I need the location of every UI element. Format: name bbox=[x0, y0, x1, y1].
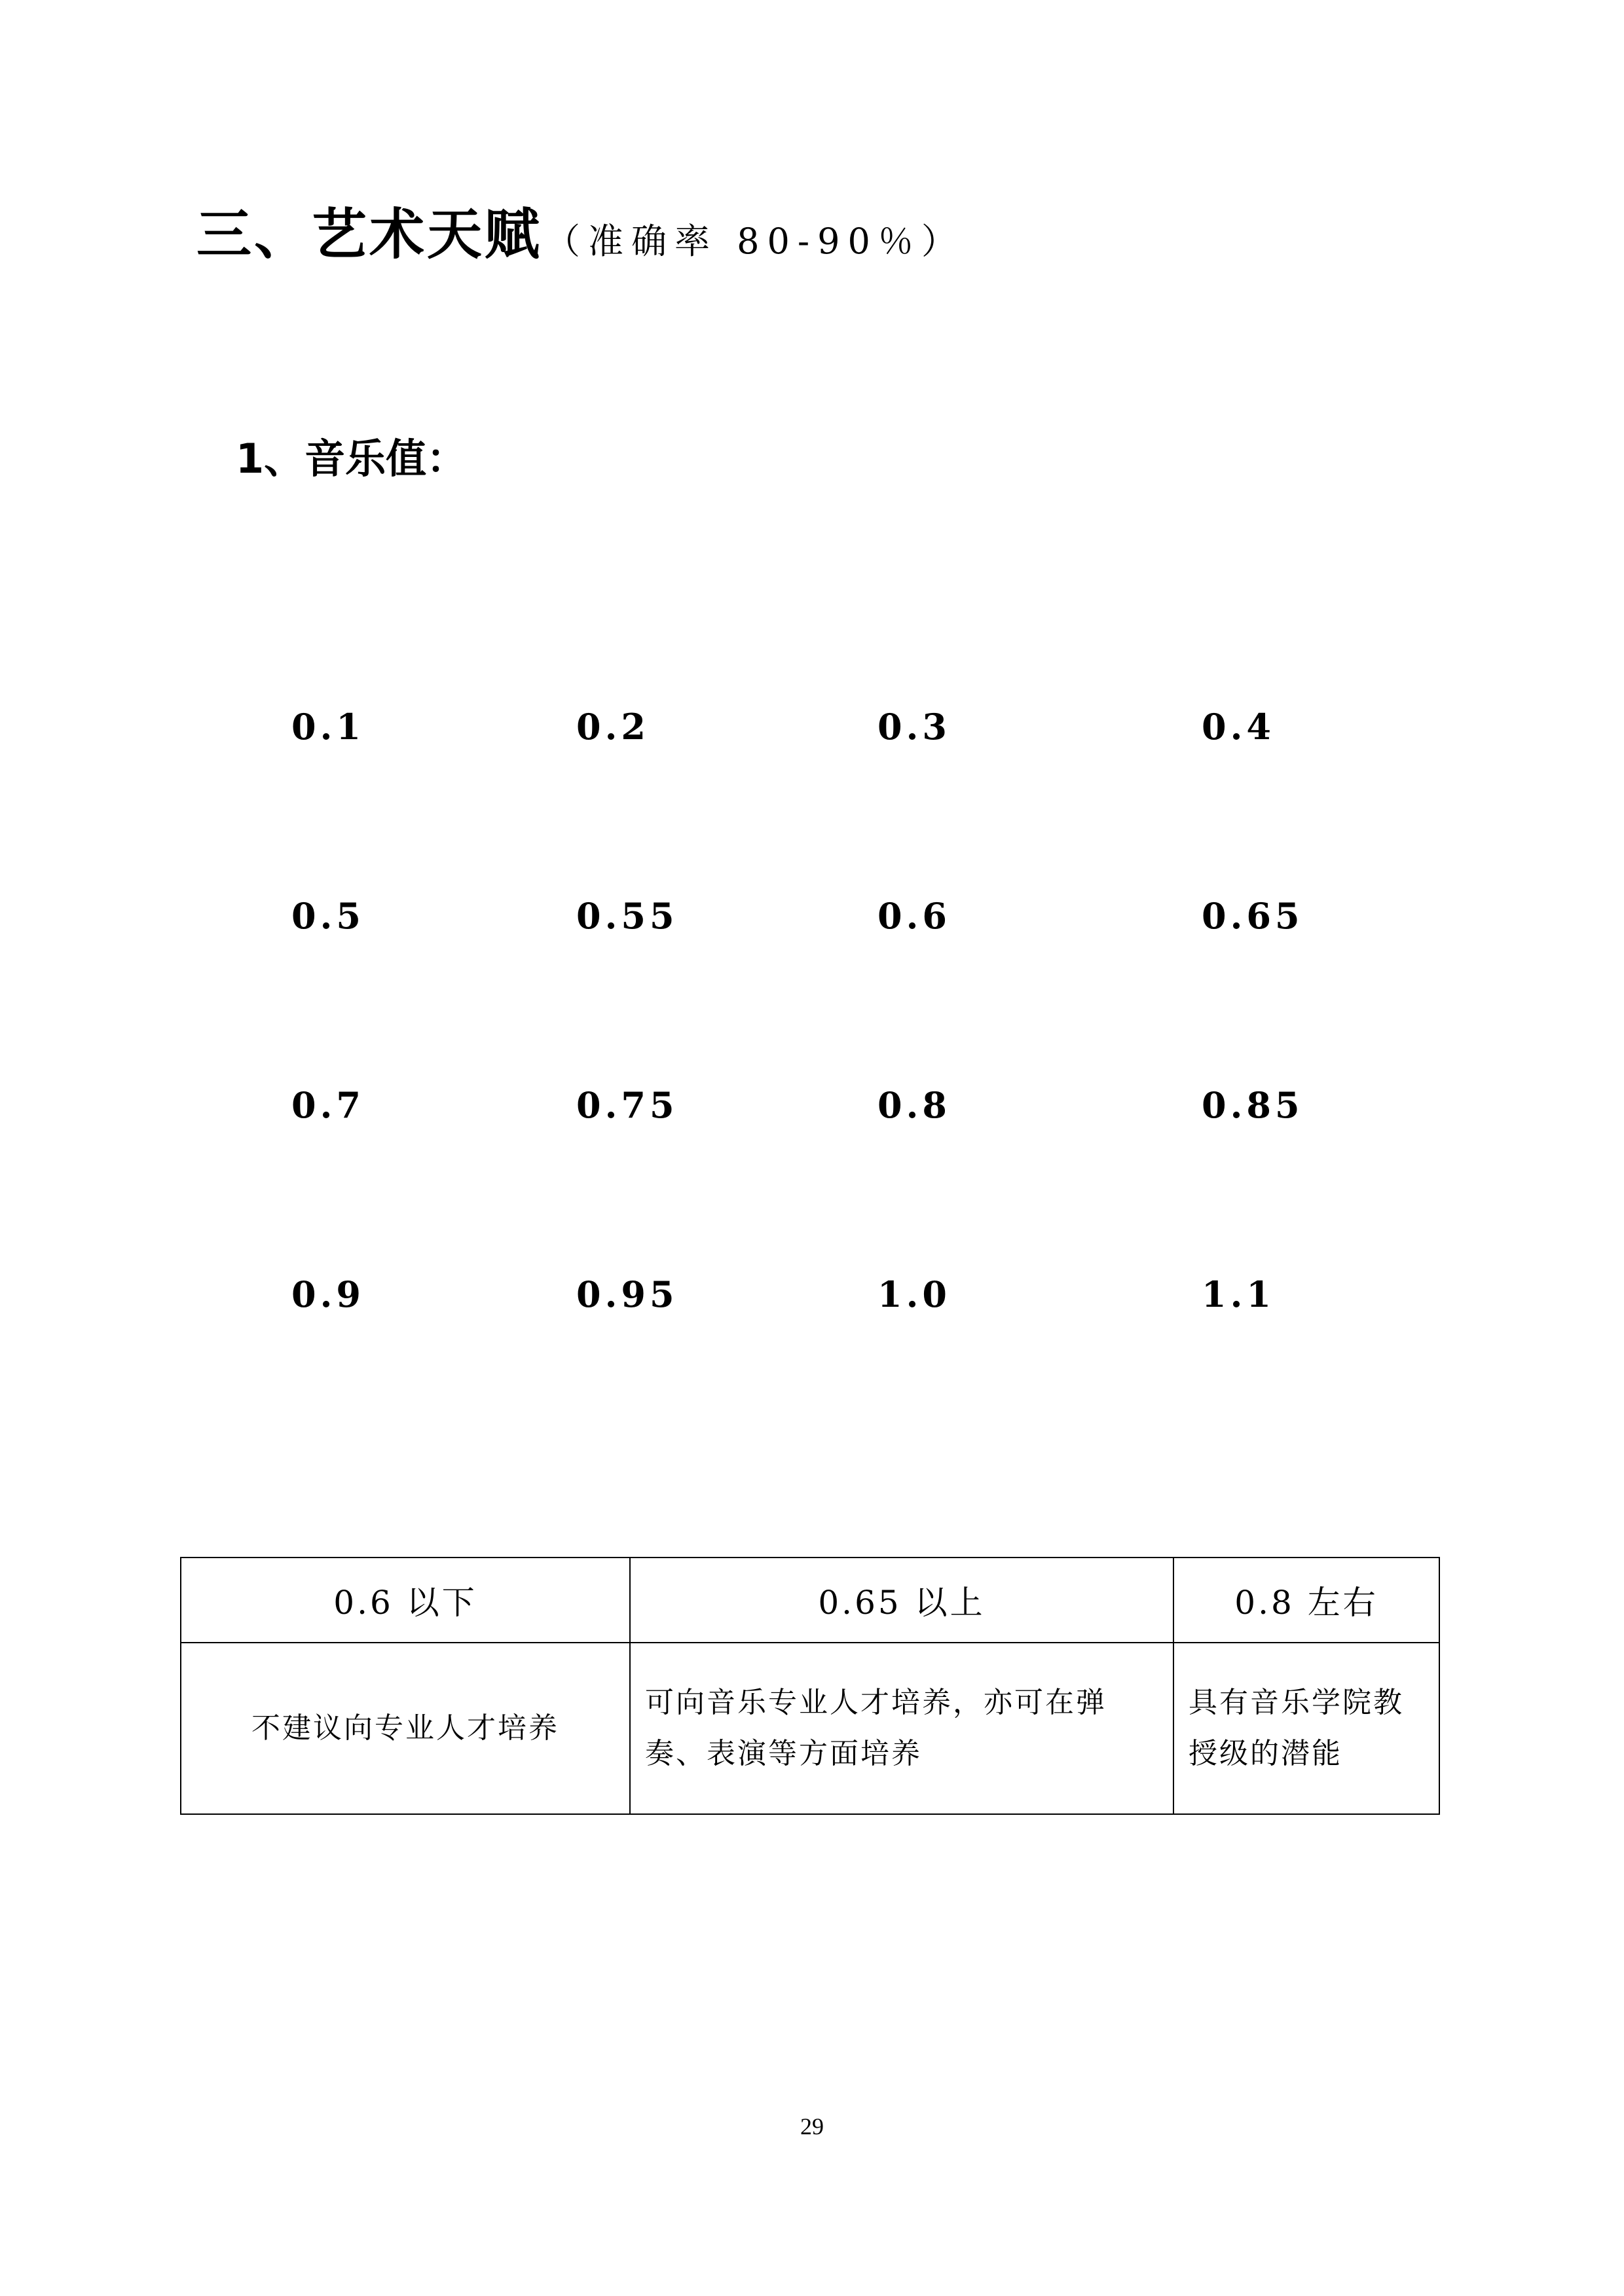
table-cell: 具有音乐学院教授级的潜能 bbox=[1173, 1643, 1439, 1814]
music-value: 1.1 bbox=[1202, 1273, 1275, 1315]
table-header-cell: 0.6 以下 bbox=[181, 1558, 630, 1643]
music-value: 0.6 bbox=[877, 895, 951, 937]
table-header-cell: 0.65 以上 bbox=[630, 1558, 1173, 1643]
music-value: 0.8 bbox=[877, 1084, 951, 1126]
music-value: 0.95 bbox=[576, 1273, 678, 1315]
table-header-cell: 0.8 左右 bbox=[1173, 1558, 1439, 1643]
music-value: 0.5 bbox=[291, 895, 365, 937]
music-value: 0.85 bbox=[1202, 1084, 1304, 1126]
music-value-interpretation-table bbox=[180, 1557, 1440, 1815]
music-value: 0.2 bbox=[576, 706, 650, 748]
section-accuracy-note: （准确率 80-90％） bbox=[545, 221, 965, 262]
music-value: 0.3 bbox=[877, 706, 951, 748]
music-value: 0.55 bbox=[576, 895, 678, 937]
music-value: 0.4 bbox=[1202, 706, 1275, 748]
subsection-title: 1、音乐值： bbox=[236, 435, 468, 483]
table-cell: 可向音乐专业人才培养，亦可在弹奏、表演等方面培养 bbox=[630, 1643, 1173, 1814]
table-cell: 不建议向专业人才培养 bbox=[181, 1643, 630, 1814]
section-title: 三、艺术天赋 bbox=[196, 202, 543, 266]
table-header-row bbox=[181, 1558, 1439, 1643]
table-row bbox=[181, 1643, 1439, 1814]
music-value: 0.65 bbox=[1202, 895, 1304, 937]
music-value: 0.1 bbox=[291, 706, 365, 748]
music-value: 0.75 bbox=[576, 1084, 678, 1126]
music-value: 1.0 bbox=[877, 1273, 951, 1315]
music-value: 0.9 bbox=[291, 1273, 365, 1315]
page-number: 29 bbox=[800, 2113, 824, 2140]
music-value: 0.7 bbox=[291, 1084, 365, 1126]
